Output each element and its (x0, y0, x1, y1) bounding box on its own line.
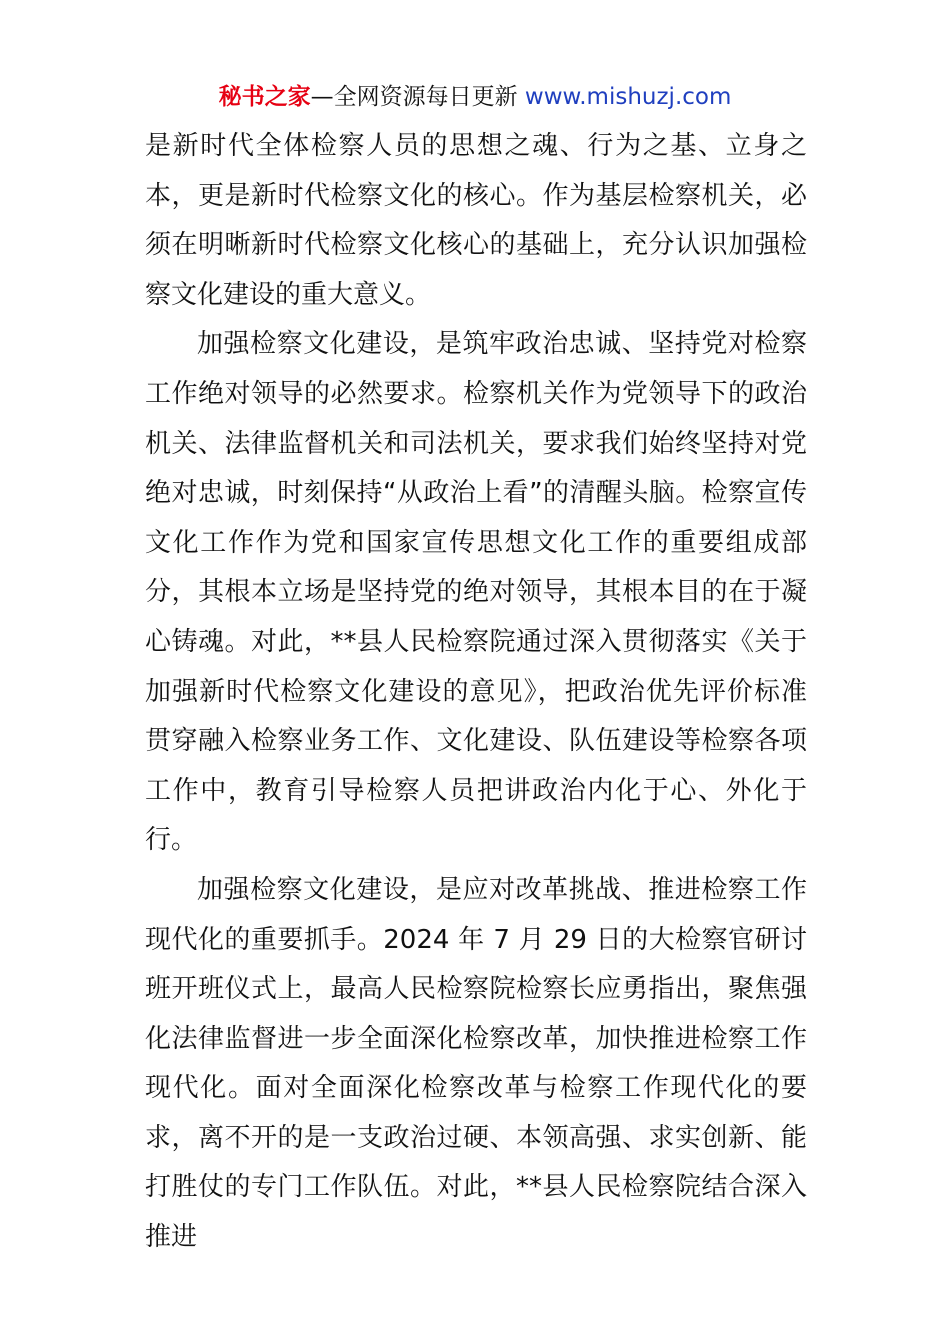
paragraph-1: 是新时代全体检察人员的思想之魂、行为之基、立身之本，更是新时代检察文化的核心。作为基层检察机关，必须在明晰新时代检察文化核心的基础上，充分认识加强检察文化建设的重大意义。 (145, 131, 807, 310)
site-header (0, 80, 950, 114)
site-url-link[interactable]: www.mishuzj.com (524, 84, 732, 110)
brand-name: 秘书之家 (218, 84, 311, 110)
document-body (145, 122, 807, 1263)
header-tagline: —全网资源每日更新 (310, 84, 525, 110)
paragraph-3: 加强检察文化建设，是应对改革挑战、推进检察工作现代化的重要抓手。2024 年 7 月 29 日的大检察官研讨班开班仪式上，最高人民检察院检察长应勇指出，聚焦强化法律监督进一步全面深化检察改革，加快推进检察工作现代化。面对全面深化检察改革与检察工作现代化的要求，离不开的是一支政治过硬、本领高强、求实创新、能打胜仗的专门工作队伍。对此，**县人民检察院结合深入推进 (145, 874, 807, 1253)
paragraph-2: 加强检察文化建设，是筑牢政治忠诚、坚持党对检察工作绝对领导的必然要求。检察机关作为党领导下的政治机关、法律监督机关和司法机关，要求我们始终坚持对党绝对忠诚，时刻保持“从政治上看”的清醒头脑。检察宣传文化工作作为党和国家宣传思想文化工作的重要组成部分，其根本立场是坚持党的绝对领导，其根本目的在于凝心铸魂。对此，**县人民检察院通过深入贯彻落实《关于加强新时代检察文化建设的意见》，把政治优先评价标准贯穿融入检察业务工作、文化建设、队伍建设等检察各项工作中，教育引导检察人员把讲政治内化于心、外化于行。 (145, 329, 807, 856)
